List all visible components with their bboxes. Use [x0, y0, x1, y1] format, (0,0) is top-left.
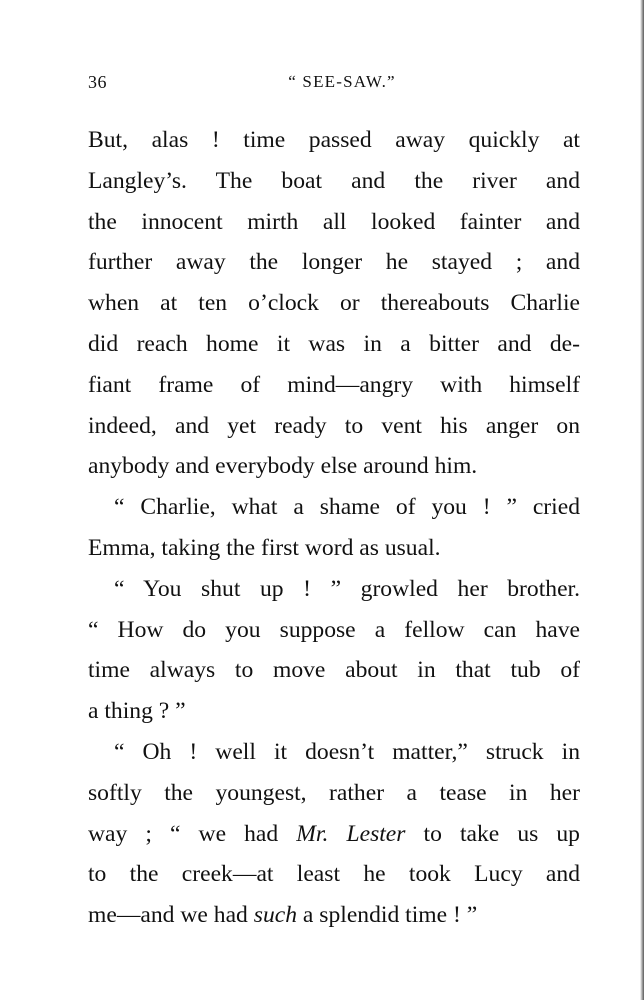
- text-line: the innocent mirth all looked fainter and: [88, 208, 580, 235]
- running-head: “ SEE-SAW.”: [288, 72, 396, 91]
- text-line: [88, 895, 580, 936]
- italic-emphasis: such: [253, 902, 298, 929]
- text-line: “ You shut up ! ” growled her brother.: [114, 575, 580, 602]
- text-line: Emma, taking the first word as usual.: [88, 534, 441, 561]
- text-line: did reach home it was in a bitter and de-: [88, 330, 580, 357]
- text-line: a thing ? ”: [88, 698, 186, 725]
- text-run: me—and we had: [88, 902, 254, 929]
- text-line: Langley’s. The boat and the river and: [88, 167, 580, 194]
- body-text: [88, 120, 580, 936]
- text-line: indeed, and yet ready to vent his anger on: [88, 412, 580, 439]
- text-run: way ; “ we had: [88, 820, 297, 847]
- text-line: “ Charlie, what a shame of you ! ” cried: [114, 494, 580, 521]
- page-header: [88, 72, 578, 96]
- page-number: 36: [88, 72, 107, 92]
- text-line: to the creek—at least he took Lucy and: [88, 861, 580, 888]
- text-line: further away the longer he stayed ; and: [88, 249, 580, 276]
- paragraph-2: [88, 487, 580, 569]
- text-line: [88, 814, 580, 855]
- text-run: to take us up: [405, 820, 580, 847]
- text-line: when at ten o’clock or thereabouts Charlie: [88, 290, 580, 317]
- text-line: fiant frame of mind—angry with himself: [88, 371, 580, 398]
- text-line: anybody and everybody else around him.: [88, 453, 478, 480]
- page-edge-shadow: [640, 0, 644, 1000]
- text-line: “ How do you suppose a fellow can have: [88, 616, 580, 643]
- text-line: time always to move about in that tub of: [88, 657, 580, 684]
- paragraph-1: [88, 120, 580, 487]
- text-run: a splendid time ! ”: [297, 902, 478, 929]
- italic-name: Mr. Lester: [296, 820, 406, 847]
- paragraph-4: [88, 732, 580, 936]
- paragraph-3: [88, 569, 580, 732]
- text-line: “ Oh ! well it doesn’t matter,” struck in: [114, 738, 580, 765]
- text-line: But, alas ! time passed away quickly at: [88, 127, 580, 153]
- text-line: softly the youngest, rather a tease in her: [88, 779, 580, 806]
